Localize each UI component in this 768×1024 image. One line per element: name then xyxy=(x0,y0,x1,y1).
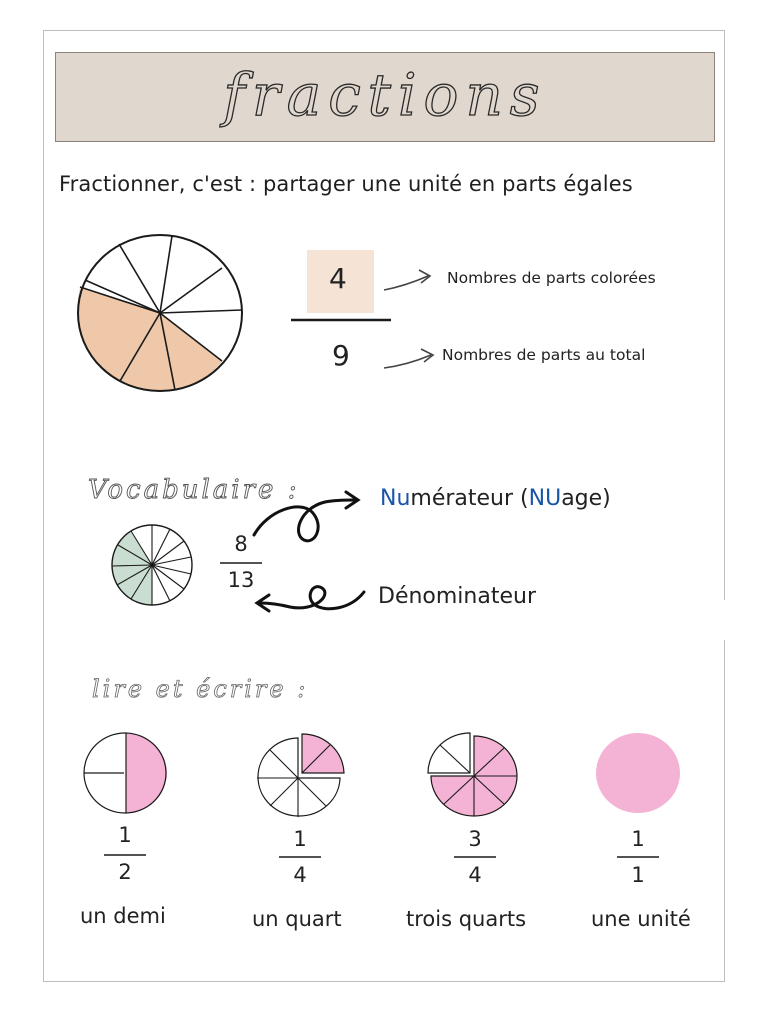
fraction-numerator: 1 xyxy=(293,827,307,851)
read-write-heading: lire et écrire : xyxy=(92,675,309,703)
arrow-icon xyxy=(384,270,430,290)
circle-quarter xyxy=(257,734,344,817)
loop-arrow-icon xyxy=(257,587,364,611)
fraction-words: trois quarts xyxy=(406,907,527,931)
denominator-term: Dénominateur xyxy=(378,584,536,609)
numerator-term-text: age) xyxy=(561,486,611,511)
circle-shaded-region xyxy=(126,733,167,813)
fraction-bars xyxy=(104,855,659,857)
fraction-words: une unité xyxy=(591,907,691,931)
vocab-numerator: 8 xyxy=(234,532,248,556)
definition-text: Fractionner, c'est : partager une unité en parts égales xyxy=(59,172,633,196)
fraction-denominator: 4 xyxy=(293,863,307,887)
fraction-words: un demi xyxy=(80,904,166,928)
fraction-words: un quart xyxy=(252,907,342,931)
numerator-label: Nombres de parts colorées xyxy=(447,269,656,287)
numerator-term-highlight: Nu xyxy=(380,486,411,511)
page-title-text: fractions xyxy=(223,61,547,129)
denominator-label: Nombres de parts au total xyxy=(442,346,646,364)
fraction-numerator: 3 xyxy=(468,827,482,851)
arrow-icon xyxy=(384,349,433,368)
example-denominator: 9 xyxy=(332,339,350,372)
numerator-term-text: mérateur ( xyxy=(410,486,529,511)
vocabulary-heading: Vocabulaire : xyxy=(88,475,300,505)
pie-thirteen-parts xyxy=(112,525,192,605)
circle-three-quarters xyxy=(428,733,517,816)
vocab-denominator: 13 xyxy=(227,568,255,592)
fraction-denominator: 2 xyxy=(118,860,132,884)
numerator-term-highlight: NU xyxy=(528,486,562,511)
fraction-numerator: 1 xyxy=(631,827,645,851)
circle-half xyxy=(84,733,167,813)
numerator-term xyxy=(380,486,611,511)
fraction-numerator: 1 xyxy=(118,823,132,847)
circle-whole xyxy=(596,733,680,813)
example-numerator: 4 xyxy=(329,262,347,295)
fraction-denominator: 4 xyxy=(468,863,482,887)
fraction-denominator: 1 xyxy=(631,863,645,887)
pie-nine-parts xyxy=(78,235,242,391)
